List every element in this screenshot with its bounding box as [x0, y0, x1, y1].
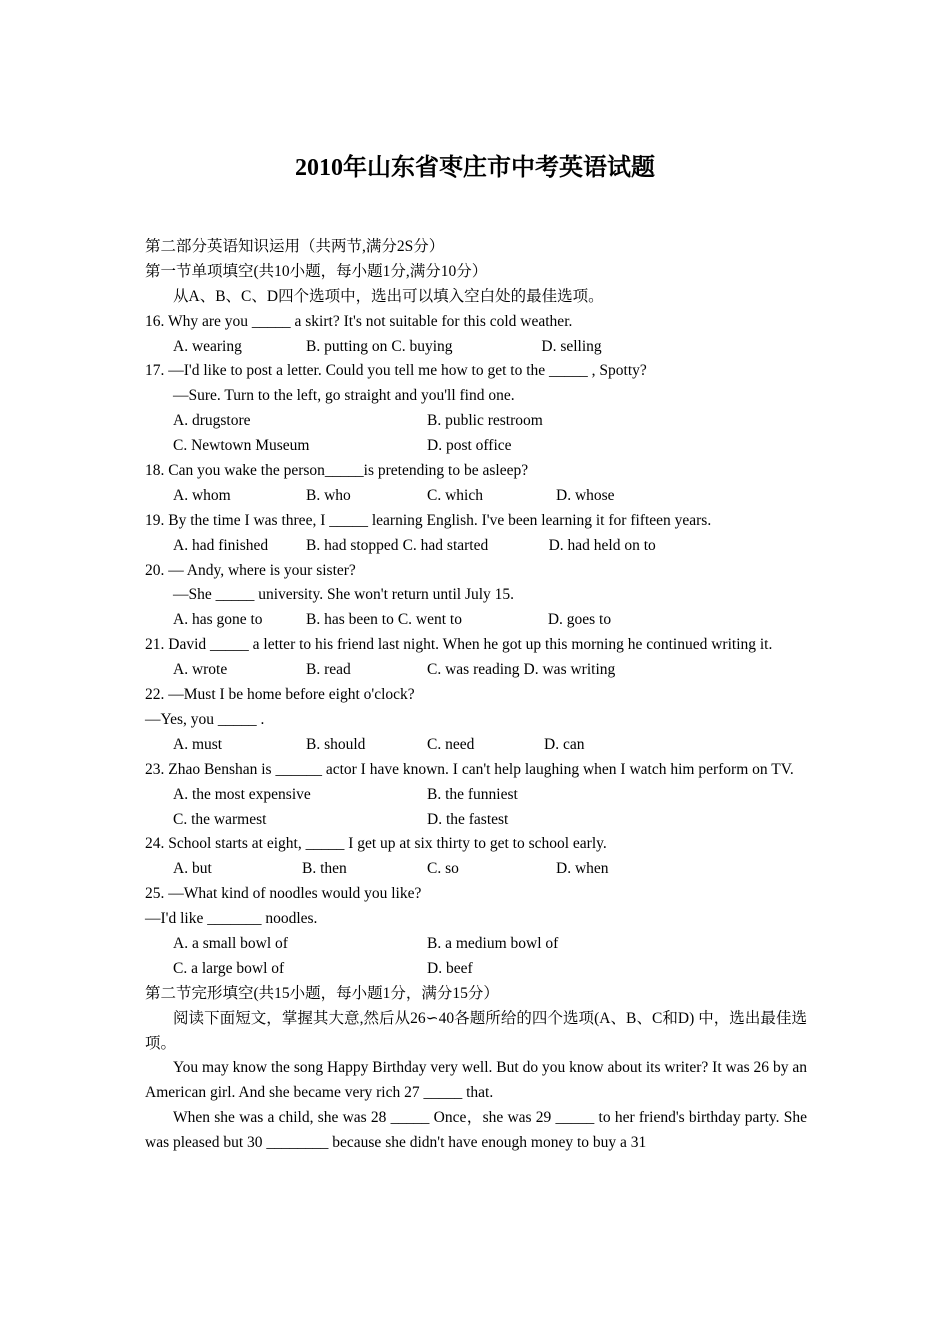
- option-a: A. wrote: [173, 661, 228, 679]
- question-16-stem: 16. Why are you _____ a skirt? It's not suitable for this cold weather.: [145, 312, 573, 330]
- question-20-stem: 20. — Andy, where is your sister?: [145, 561, 356, 579]
- option-b: B. has been to: [306, 611, 394, 629]
- option-d: D. can: [544, 735, 585, 753]
- question-16-options: [145, 335, 807, 360]
- question-25-stem-reply: —I'd like _______ noodles.: [145, 910, 318, 928]
- option-a: A. drugstore: [173, 412, 251, 430]
- passage-paragraph-1: You may know the song Happy Birthday very well. But do you know about its writer? It was 26 by an American girl. And she became very rich 27 _____ that.: [145, 1059, 807, 1102]
- option-b: B. the funniest: [427, 785, 518, 803]
- question-22-stem: 22. —Must I be home before eight o'clock?: [145, 686, 415, 704]
- section-instructions: 从A、B、C、D四个选项中，选出可以填入空白处的最佳选项。: [173, 287, 604, 305]
- question-24-stem: 24. School starts at eight, _____ I get up at six thirty to get to school early.: [145, 835, 607, 853]
- question-17-options-row1: [145, 409, 807, 434]
- question-17-options-row2: [145, 434, 807, 459]
- option-b: B. had stopped: [306, 536, 399, 554]
- part-heading: 第二部分英语知识运用（共两节,满分2S分）: [145, 238, 445, 255]
- option-c: C. had started: [402, 536, 489, 554]
- passage-paragraph-2: When she was a child, she was 28 _____ Once，she was 29 _____ to her friend's birthday party. She was pleased but 30 ________ because she didn't have enough money to buy a 31: [145, 1109, 807, 1152]
- question-23-options-row1: [145, 783, 807, 808]
- question-17-stem-reply: —Sure. Turn to the left, go straight and you'll find one.: [173, 387, 515, 405]
- option-c: C. Newtown Museum: [173, 437, 310, 455]
- option-b: B. read: [306, 661, 351, 679]
- option-d: D. whose: [556, 486, 615, 504]
- option-a: A. had finished: [173, 536, 269, 554]
- option-c: C. so: [427, 860, 459, 878]
- option-d: D. when: [556, 860, 609, 878]
- option-b: B. putting on: [306, 337, 388, 355]
- option-b: B. should: [306, 735, 366, 753]
- option-b: B. public restroom: [427, 412, 543, 430]
- question-19-stem: 19. By the time I was three, I _____ learning English. I've been learning it for fifteen years.: [145, 511, 712, 529]
- question-18-options: [145, 484, 807, 509]
- option-b: B. a medium bowl of: [427, 934, 559, 952]
- question-23-options-row2: [145, 808, 807, 833]
- section-heading: 第一节单项填空(共10小题，每小题1分,满分10分）: [145, 262, 488, 280]
- option-a: A. whom: [173, 486, 231, 504]
- option-c: C. the warmest: [173, 810, 267, 828]
- option-c: C. buying: [391, 337, 453, 355]
- option-d: D. had held on to: [548, 536, 656, 554]
- question-22-stem-reply: —Yes, you _____ .: [145, 710, 265, 728]
- option-c: C. a large bowl of: [173, 959, 285, 977]
- question-20-options: [145, 608, 807, 633]
- option-b: B. then: [302, 860, 347, 878]
- option-c: C. was reading: [427, 661, 520, 679]
- option-a: A. a small bowl of: [173, 934, 288, 952]
- question-25-stem: 25. —What kind of noodles would you like?: [145, 885, 422, 903]
- option-a: A. the most expensive: [173, 785, 311, 803]
- question-25-options-row2: [145, 957, 807, 982]
- question-22-options: [145, 733, 807, 758]
- option-d: D. the fastest: [427, 810, 509, 828]
- option-a: A. wearing: [173, 337, 242, 355]
- option-a: A. but: [173, 860, 212, 878]
- section-2-instructions: 阅读下面短文，掌握其大意,然后从26∽40各题所给的四个选项(A、B、C和D) 中，选出最佳选项。: [145, 1009, 807, 1052]
- question-21-stem: 21. David _____ a letter to his friend last night. When he got up this morning he continued writing it.: [145, 636, 773, 654]
- option-d: D. goes to: [547, 611, 612, 629]
- document-title: 2010年山东省枣庄市中考英语试题: [295, 155, 655, 181]
- option-a: A. has gone to: [173, 611, 263, 629]
- option-a: A. must: [173, 735, 223, 753]
- section-heading-2: 第二节完形填空(共15小题，每小题1分，满分15分）: [145, 984, 499, 1002]
- option-c: C. went to: [397, 611, 462, 629]
- question-25-options-row1: [145, 932, 807, 957]
- option-d: D. beef: [427, 959, 473, 977]
- question-18-stem: 18. Can you wake the person_____is pretending to be asleep?: [145, 462, 529, 480]
- option-c: C. need: [427, 735, 475, 753]
- question-20-stem-reply: —She _____ university. She won't return until July 15.: [173, 586, 515, 604]
- option-b: B. who: [306, 486, 351, 504]
- document-body: [145, 235, 807, 1156]
- question-17-stem: 17. —I'd like to post a letter. Could you tell me how to get to the _____ , Spotty?: [145, 362, 647, 380]
- option-d: D. post office: [427, 437, 512, 455]
- question-23-stem: 23. Zhao Benshan is ______ actor I have known. I can't help laughing when I watch him perform on TV.: [145, 760, 794, 778]
- question-24-options: [145, 857, 807, 882]
- question-19-options: [145, 534, 807, 559]
- question-21-options: [145, 658, 807, 683]
- option-d: D. selling: [541, 337, 602, 355]
- option-d: D. was writing: [523, 661, 616, 679]
- option-c: C. which: [427, 486, 483, 504]
